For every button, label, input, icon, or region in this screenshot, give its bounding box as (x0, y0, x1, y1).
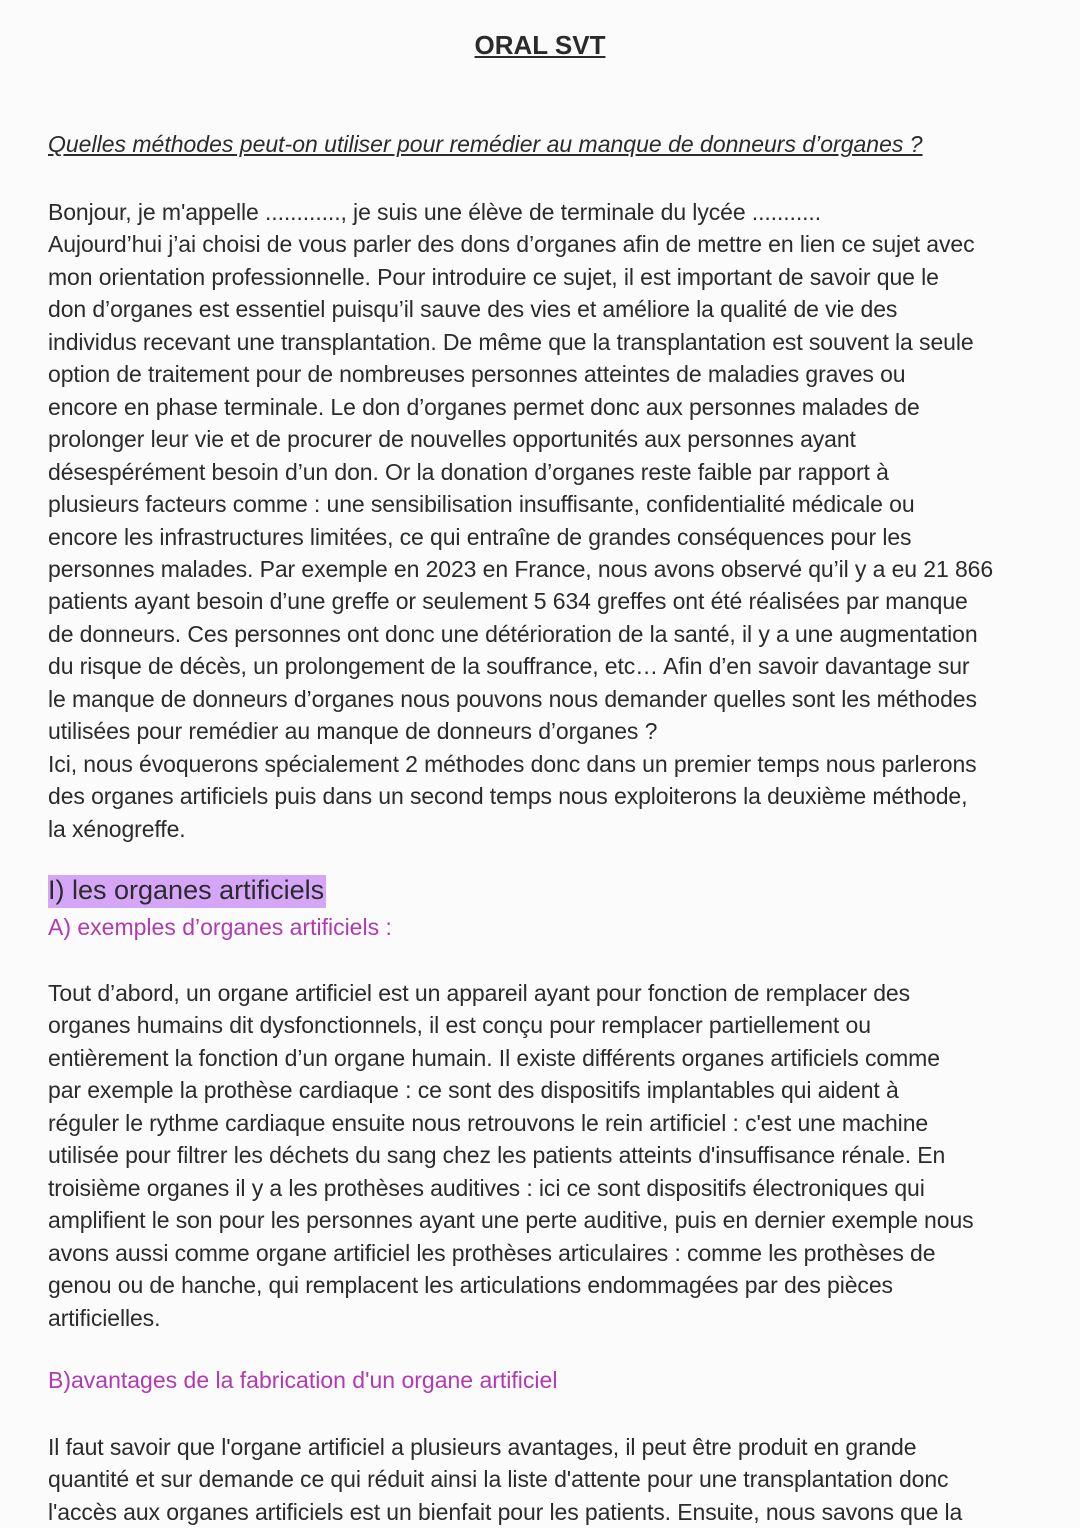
document-title: ORAL SVT (474, 30, 606, 60)
text-line: plusieurs facteurs comme : une sensibilisation insuffisante, confidentialité médicale ou (48, 491, 915, 518)
text-line: amplifient le son pour les personnes ayant une perte auditive, puis en dernier exemple nous (48, 1207, 974, 1234)
text-line: Ici, nous évoquerons spécialement 2 méthodes donc dans un premier temps nous parlerons (48, 750, 977, 777)
paragraph-a (48, 977, 974, 1334)
text-line: de donneurs. Ces personnes ont donc une détérioration de la santé, il y a une augmentation (48, 620, 978, 647)
intro-paragraph (48, 196, 993, 845)
text-line: Il faut savoir que l'organe artificiel a plusieurs avantages, il peut être produit en grande (48, 1434, 917, 1460)
text-line: patients ayant besoin d’une greffe or seulement 5 634 greffes ont été réalisées par manque (48, 588, 968, 615)
text-line: troisième organes il y a les prothèses auditives : ici ce sont dispositifs électroniques qui (48, 1174, 925, 1201)
text-line: Tout d’abord, un organe artificiel est un appareil ayant pour fonction de remplacer des (48, 980, 910, 1006)
text-line: Bonjour, je m'appelle ............, je suis une élève de terminale du lycée ........... (48, 199, 821, 225)
text-line: entièrement la fonction d’un organe humain. Il existe différents organes artificiels comme (48, 1044, 940, 1071)
text-line: encore les infrastructures limitées, ce qui entraîne de grandes conséquences pour les (48, 523, 912, 550)
text-line: désespérément besoin d’un don. Or la donation d’organes reste faible par rapport à (48, 458, 889, 485)
text-line: individus recevant une transplantation. De même que la transplantation est souvent la seule (48, 328, 974, 355)
text-line: par exemple la prothèse cardiaque : ce sont des dispositifs implantables qui aident à (48, 1077, 899, 1104)
text-line: genou ou de hanche, qui remplacent les articulations endommagées par des pièces (48, 1272, 893, 1299)
text-line: organes humains dit dysfonctionnels, il est conçu pour remplacer partiellement ou (48, 1012, 871, 1039)
text-line: réguler le rythme cardiaque ensuite nous retrouvons le rein artificiel : c'est une machine (48, 1109, 929, 1136)
text-line: la xénogreffe. (48, 815, 186, 842)
text-line: personnes malades. Par exemple en 2023 en France, nous avons observé qu’il y a eu 21 866 (48, 555, 994, 582)
text-line: l'accès aux organes artificiels est un bienfait pour les patients. Ensuite, nous savons que la (48, 1498, 963, 1525)
section-heading-1: I) les organes artificiels (48, 875, 326, 908)
paragraph-b (48, 1431, 962, 1528)
text-line: option de traitement pour de nombreuses personnes atteintes de maladies graves ou (48, 361, 906, 388)
text-line: des organes artificiels puis dans un second temps nous exploiterons la deuxième méthode, (48, 783, 968, 810)
text-line: Aujourd’hui j’ai choisi de vous parler des dons d’organes afin de mettre en lien ce sujet avec (48, 231, 975, 258)
problem-question: Quelles méthodes peut-on utiliser pour remédier au manque de donneurs d’organes ? (48, 131, 923, 157)
text-line: utilisée pour filtrer les déchets du sang chez les patients atteints d'insuffisance rénale. En (48, 1142, 946, 1169)
text-line: encore en phase terminale. Le don d’organes permet donc aux personnes malades de (48, 393, 920, 420)
text-line: du risque de décès, un prolongement de la souffrance, etc… Afin d’en savoir davantage sur (48, 653, 970, 680)
text-line: quantité et sur demande ce qui réduit ainsi la liste d'attente pour une transplantation donc (48, 1466, 949, 1493)
text-line: don d’organes est essentiel puisqu’il sauve des vies et améliore la qualité de vie des (48, 296, 898, 323)
text-line: mon orientation professionnelle. Pour introduire ce sujet, il est important de savoir que le (48, 263, 939, 290)
text-line: prolonger leur vie et de procurer de nouvelles opportunités aux personnes ayant (48, 426, 856, 453)
text-line: avons aussi comme organe artificiel les prothèses articulaires : comme les prothèses de (48, 1239, 936, 1266)
text-line: le manque de donneurs d’organes nous pouvons nous demander quelles sont les méthodes (48, 685, 977, 712)
text-line: utilisées pour remédier au manque de donneurs d’organes ? (48, 718, 658, 745)
subheading-b: B)avantages de la fabrication d'un organe artificiel (48, 1367, 558, 1393)
subheading-a: A) exemples d’organes artificiels : (48, 914, 392, 940)
text-line: artificielles. (48, 1304, 161, 1331)
